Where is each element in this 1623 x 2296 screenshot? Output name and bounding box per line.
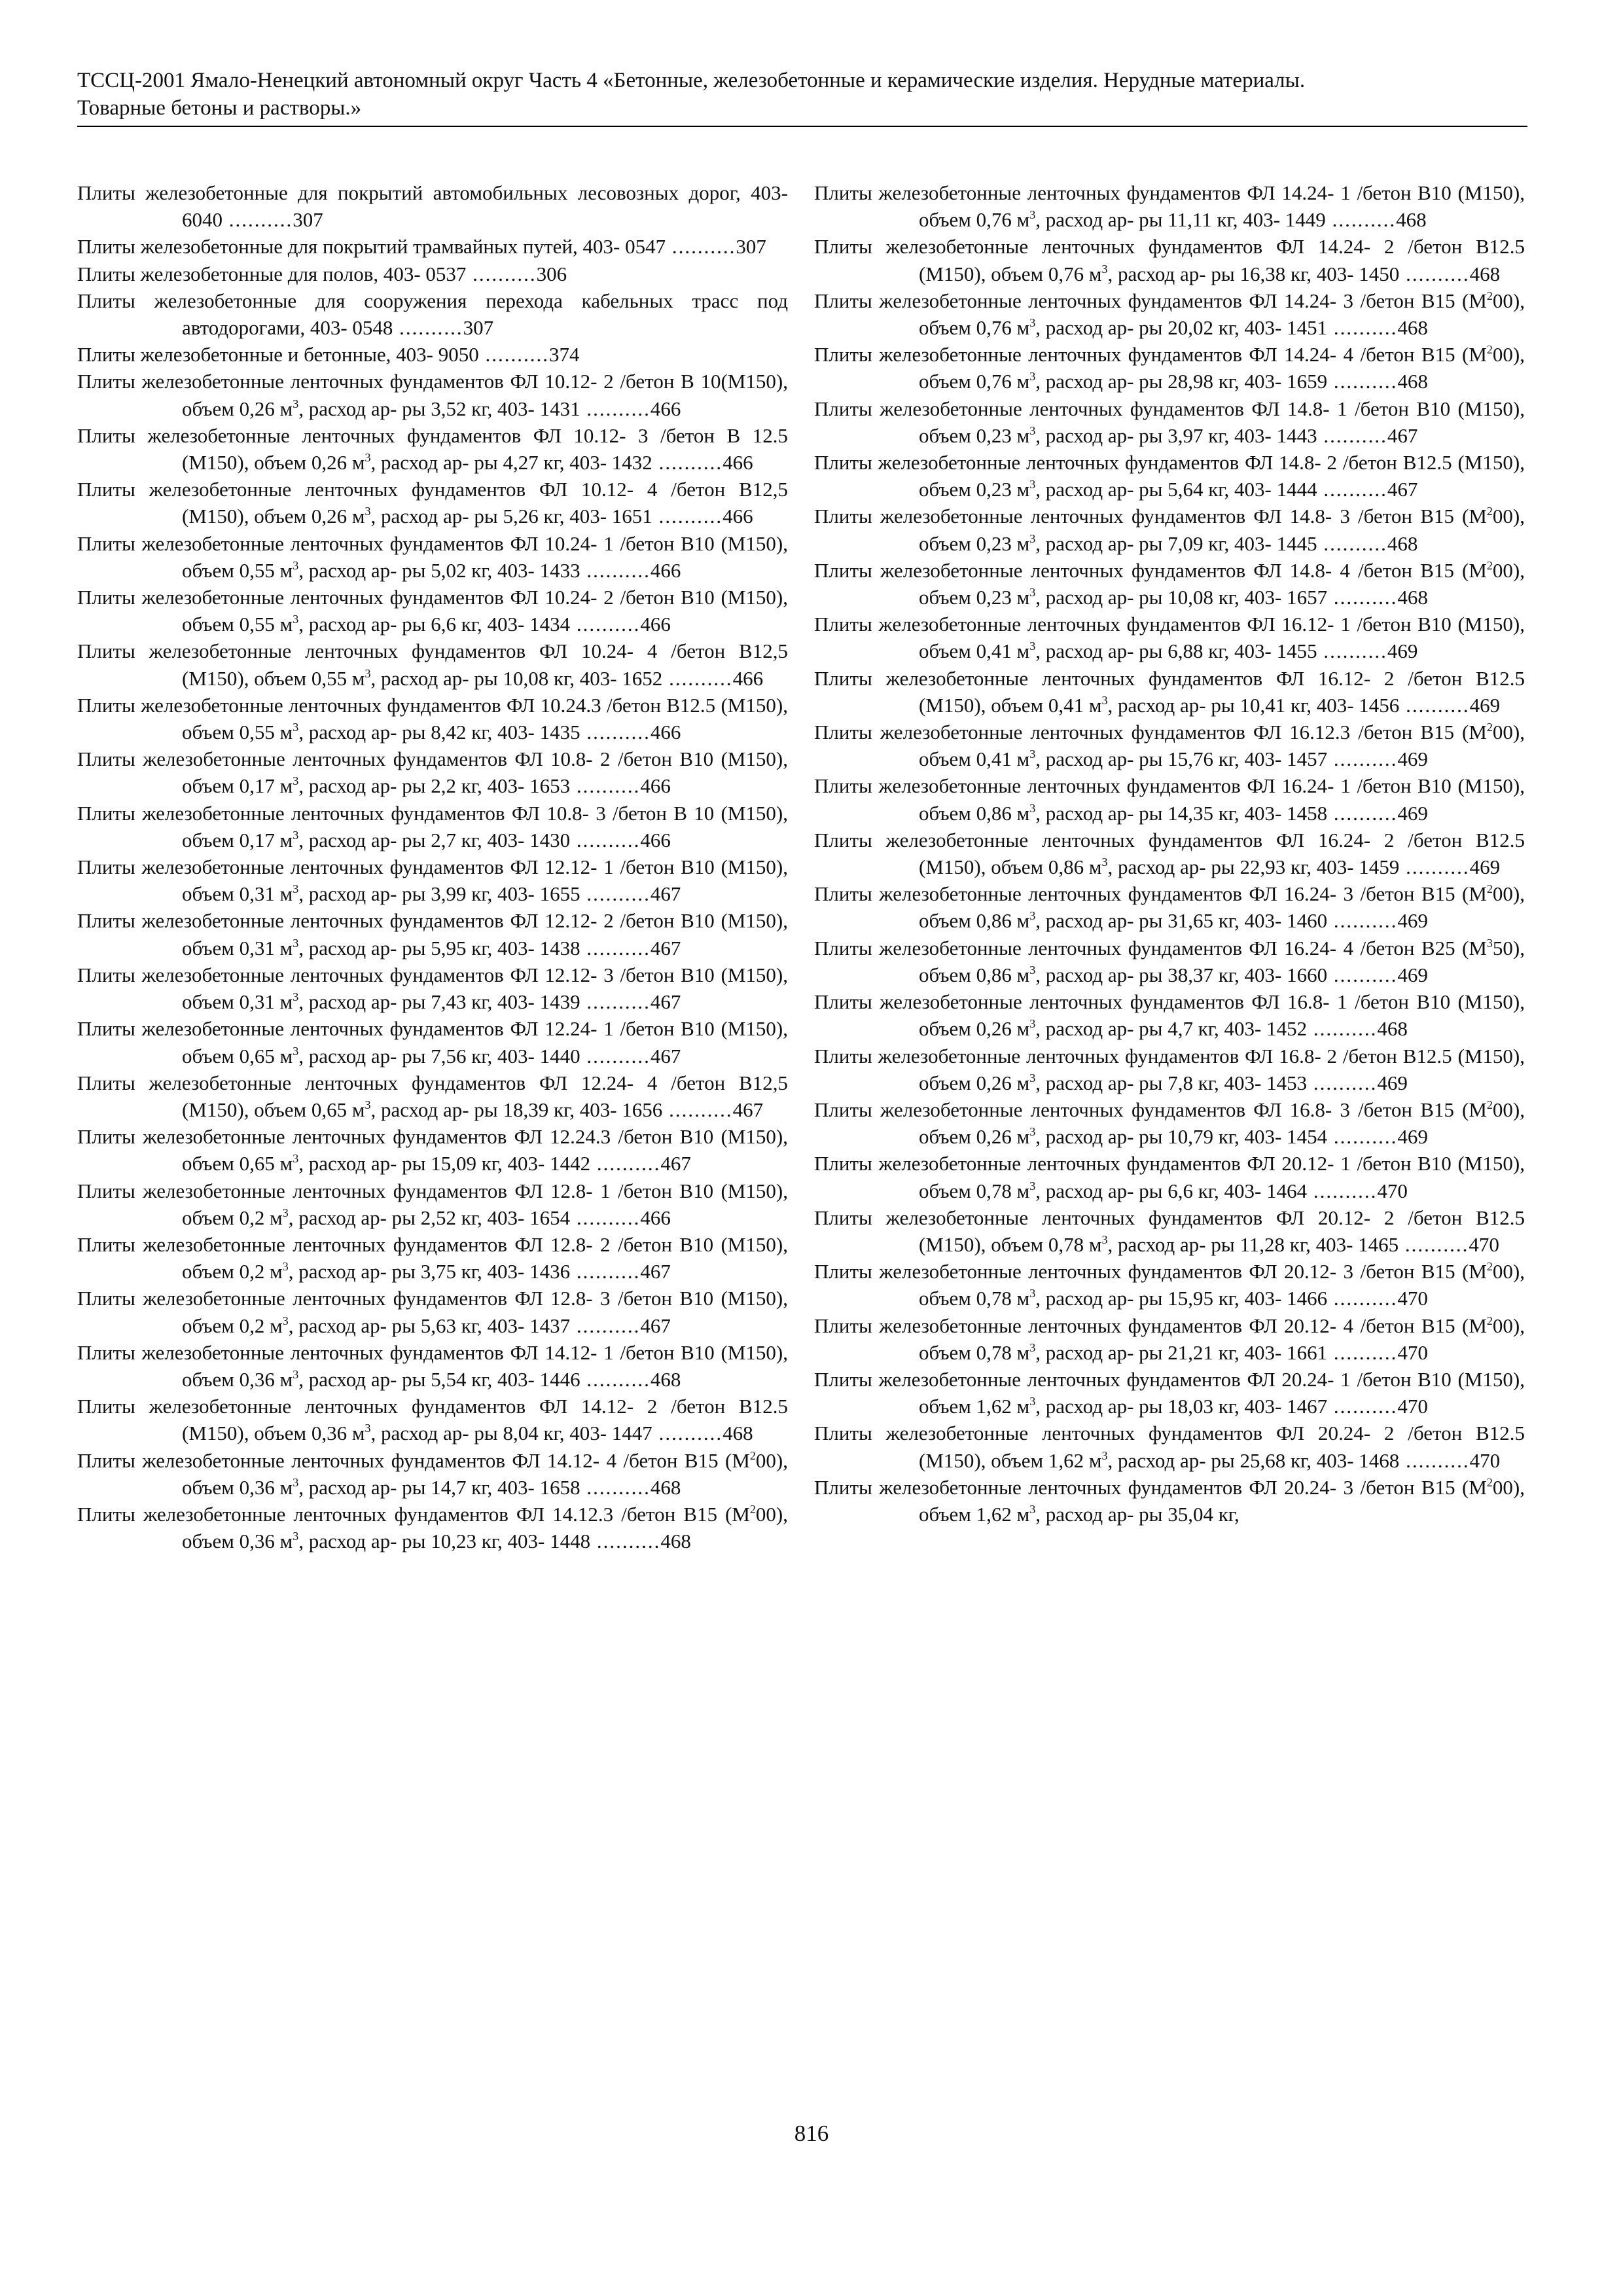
index-entry: Плиты железобетонные ленточных фундаментов ФЛ 12.24- 1 /бетон В10 (М150), объем 0,65 $м^3$, расход ар- ры 7,56 кг, 403- 1440 ..........467 [77, 1017, 788, 1067]
index-entry: Плиты железобетонные ленточных фундаментов ФЛ 14.12.3 /бетон В15 $(М^200)$, объем 0,36 $м^3$, расход ар- ры 10,23 кг, 403- 1448 ..........468 [77, 1502, 788, 1553]
header-line-1: ТССЦ-2001 Ямало-Ненецкий автономный округ Часть 4 «Бетонные, железобетонные и керамические изделия. Нерудные материалы. [77, 69, 1306, 92]
index-entry: Плиты железобетонные ленточных фундаментов ФЛ 10.12- 2 /бетон В 10(М150), объем 0,26 $м^3$, расход ар- ры 3,52 кг, 403- 1431 ..........466 [77, 370, 788, 420]
index-entry: Плиты железобетонные ленточных фундаментов ФЛ 10.24- 2 /бетон В10 (М150), объем 0,55 $м^3$, расход ар- ры 6,6 кг, 403- 1434 ..........466 [77, 586, 788, 636]
index-entry: Плиты железобетонные ленточных фундаментов ФЛ 16.8- 1 /бетон В10 (М150), объем 0,26 $м^3$, расход ар- ры 4,7 кг, 403- 1452 ..........468 [814, 990, 1525, 1041]
index-entry: Плиты железобетонные для сооружения перехода кабельных трасс под автодорогами, 403- 0548 ..........307 [77, 289, 788, 340]
index-entry: Плиты железобетонные ленточных фундаментов ФЛ 16.12- 1 /бетон В10 (М150), объем 0,41 $м^3$, расход ар- ры 6,88 кг, 403- 1455 ..........469 [814, 613, 1525, 663]
index-entry: Плиты железобетонные ленточных фундаментов ФЛ 12.12- 2 /бетон В10 (М150), объем 0,31 $м^3$, расход ар- ры 5,95 кг, 403- 1438 ..........467 [77, 909, 788, 960]
index-entry: Плиты железобетонные ленточных фундаментов ФЛ 14.24- 4 /бетон В15 $(М^200)$, объем 0,76 $м^3$, расход ар- ры 28,98 кг, 403- 1659 ..........468 [814, 343, 1525, 393]
entry-page-number: 307 [736, 235, 766, 259]
index-entry: Плиты железобетонные ленточных фундаментов ФЛ 16.24- 4 /бетон В25 $(М^350)$, объем 0,86 $м^3$, расход ар- ры 38,37 кг, 403- 1660 ..........469 [814, 936, 1525, 986]
entry-page-number: 467 [640, 1314, 671, 1337]
entry-page-number: 467 [650, 1044, 681, 1067]
entry-page-number: 466 [640, 613, 671, 636]
index-entry: Плиты железобетонные ленточных фундаментов ФЛ 20.24- 1 /бетон В10 (М150), объем 1,62 $м^3$, расход ар- ры 18,03 кг, 403- 1467 ..........470 [814, 1367, 1525, 1418]
index-entry: Плиты железобетонные ленточных фундаментов ФЛ 14.24- 2 /бетон В12.5 (М150), объем 0,76 $м^3$, расход ар- ры 16,38 кг, 403- 1450 ..........468 [814, 235, 1525, 285]
index-entry: Плиты железобетонные ленточных фундаментов ФЛ 14.12- 2 /бетон В12.5 (М150), объем 0,36 $м^3$, расход ар- ры 8,04 кг, 403- 1447 ..........468 [77, 1395, 788, 1445]
entry-page-number: 467 [640, 1260, 671, 1283]
index-entry: Плиты железобетонные ленточных фундаментов ФЛ 12.12- 3 /бетон В10 (М150), объем 0,31 $м^3$, расход ар- ры 7,43 кг, 403- 1439 ..........467 [77, 963, 788, 1014]
entry-page-number: 470 [1397, 1395, 1428, 1418]
entry-page-number: 307 [463, 316, 494, 340]
index-entry: Плиты железобетонные ленточных фундаментов ФЛ 14.24- 1 /бетон В10 (М150), объем 0,76 $м^3$, расход ар- ры 11,11 кг, 403- 1449 ..........468 [814, 181, 1525, 232]
index-column-left [77, 179, 788, 1554]
entry-page-number: 468 [650, 1367, 681, 1391]
entry-page-number: 466 [640, 828, 671, 852]
entry-page-number: 307 [293, 208, 323, 232]
index-entry: Плиты железобетонные для покрытий автомобильных лесовозных дорог, 403- 6040 ..........307 [77, 181, 788, 232]
entry-page-number: 469 [1469, 693, 1501, 717]
index-entry: Плиты железобетонные для полов, 403- 0537 ..........306 [77, 262, 567, 285]
entry-page-number: 468 [650, 1475, 681, 1499]
index-entry: Плиты железобетонные ленточных фундаментов ФЛ 10.24- 1 /бетон В10 (М150), объем 0,55 $м^3$, расход ар- ры 5,02 кг, 403- 1433 ..........466 [77, 531, 788, 582]
entry-page-number: 468 [1397, 370, 1428, 393]
entry-page-number: 467 [732, 1098, 764, 1121]
index-entry: Плиты железобетонные ленточных фундаментов ФЛ 10.8- 3 /бетон В 10 (М150), объем 0,17 $м^3$, расход ар- ры 2,7 кг, 403- 1430 ..........466 [77, 801, 788, 852]
page-number: 816 [794, 2121, 829, 2146]
index-entry: Плиты железобетонные ленточных фундаментов ФЛ 14.24- 3 /бетон В15 $(М^200)$, объем 0,76 $м^3$, расход ар- ры 20,02 кг, 403- 1451 ..........468 [814, 289, 1525, 340]
entry-page-number: 466 [650, 558, 681, 582]
index-entry: Плиты железобетонные ленточных фундаментов ФЛ 16.12.3 /бетон В15 $(М^200)$, объем 0,41 $м^3$, расход ар- ры 15,76 кг, 403- 1457 ..........469 [814, 721, 1525, 771]
entry-page-number: 469 [1377, 1071, 1408, 1094]
index-entry: Плиты железобетонные ленточных фундаментов ФЛ 20.24- 2 /бетон В12.5 (М150), объем 1,62 $м^3$, расход ар- ры 25,68 кг, 403- 1468 ..........470 [814, 1422, 1525, 1472]
index-entry: Плиты железобетонные ленточных фундаментов ФЛ 16.12- 2 /бетон В12.5 (М150), объем 0,41 $м^3$, расход ар- ры 10,41 кг, 403- 1456 ..........469 [814, 666, 1525, 717]
entry-page-number: 469 [1387, 639, 1418, 663]
index-entry: Плиты железобетонные ленточных фундаментов ФЛ 10.8- 2 /бетон В10 (М150), объем 0,17 $м^3$, расход ар- ры 2,2 кг, 403- 1653 ..........466 [77, 747, 788, 798]
entry-page-number: 467 [650, 882, 681, 906]
entry-page-number: 467 [650, 936, 681, 960]
entry-page-number: 470 [1377, 1179, 1408, 1202]
entry-page-number: 468 [660, 1530, 691, 1553]
entry-page-number: 374 [548, 343, 580, 367]
entry-page-number: 470 [1469, 1232, 1499, 1256]
index-entry: Плиты железобетонные ленточных фундаментов ФЛ 16.8- 2 /бетон В12.5 (М150), объем 0,26 $м^3$, расход ар- ры 7,8 кг, 403- 1453 ..........469 [814, 1044, 1525, 1094]
entry-page-number: 469 [1397, 1125, 1428, 1149]
index-entry: Плиты железобетонные ленточных фундаментов ФЛ 14.12- 1 /бетон В10 (М150), объем 0,36 $м^3$, расход ар- ры 5,54 кг, 403- 1446 ..........468 [77, 1340, 788, 1391]
entry-page-number: 468 [1397, 316, 1428, 340]
entry-page-number: 466 [722, 451, 753, 475]
entry-page-number: 469 [1397, 747, 1428, 771]
entry-page-number: 470 [1397, 1340, 1428, 1364]
index-entry: Плиты железобетонные ленточных фундаментов ФЛ 14.12- 4 /бетон В15 $(М^200)$, объем 0,36 $м^3$, расход ар- ры 14,7 кг, 403- 1658 ..........468 [77, 1448, 788, 1499]
entry-page-number: 468 [1397, 586, 1428, 609]
entry-page-number: 306 [536, 262, 567, 285]
entry-page-number: 469 [1469, 855, 1501, 879]
entry-page-number: 468 [1387, 531, 1418, 555]
index-entry: Плиты железобетонные ленточных фундаментов ФЛ 20.12- 1 /бетон В10 (М150), объем 0,78 $м^3$, расход ар- ры 6,6 кг, 403- 1464 ..........470 [814, 1152, 1525, 1202]
entry-page-number: 466 [732, 666, 764, 690]
header-line-2: Товарные бетоны и растворы.» [77, 96, 362, 120]
entry-page-number: 467 [660, 1152, 691, 1175]
index-entry: Плиты железобетонные ленточных фундаментов ФЛ 16.24- 3 /бетон В15 $(М^200)$, объем 0,86 $м^3$, расход ар- ры 31,65 кг, 403- 1460 ..........469 [814, 882, 1525, 933]
index-column-right [814, 179, 1525, 1528]
index-entry: Плиты железобетонные для покрытий трамвайных путей, 403- 0547 ..........307 [77, 235, 766, 259]
entry-page-number: 466 [650, 721, 681, 744]
index-entry: Плиты железобетонные ленточных фундаментов ФЛ 16.24- 1 /бетон В10 (М150), объем 0,86 $м^3$, расход ар- ры 14,35 кг, 403- 1458 ..........469 [814, 774, 1525, 825]
entry-page-number: 466 [722, 505, 753, 528]
index-entry: Плиты железобетонные ленточных фундаментов ФЛ 14.8- 1 /бетон В10 (М150), объем 0,23 $м^3$, расход ар- ры 3,97 кг, 403- 1443 ..........467 [814, 397, 1525, 447]
page-header [77, 67, 1527, 127]
entry-page-number: 469 [1397, 963, 1428, 986]
index-entry: Плиты железобетонные ленточных фундаментов ФЛ 20.24- 3 /бетон В15 $(М^200)$, объем 1,62 $м^3$, расход ар- ры 35,04 кг, [814, 1475, 1525, 1526]
index-entry: Плиты железобетонные ленточных фундаментов ФЛ 10.24- 4 /бетон В12,5 (М150), объем 0,55 $м^3$, расход ар- ры 10,08 кг, 403- 1652 ..........466 [77, 639, 788, 690]
entry-page-number: 469 [1397, 801, 1428, 825]
index-entry: Плиты железобетонные и бетонные, 403- 9050 ..........374 [77, 343, 580, 367]
index-entry: Плиты железобетонные ленточных фундаментов ФЛ 20.12- 4 /бетон В15 $(М^200)$, объем 0,78 $м^3$, расход ар- ры 21,21 кг, 403- 1661 ..........470 [814, 1314, 1525, 1364]
entry-page-number: 467 [1387, 478, 1418, 501]
entry-page-number: 468 [1396, 208, 1427, 232]
index-entry: Плиты железобетонные ленточных фундаментов ФЛ 12.8- 2 /бетон В10 (М150), объем 0,2 $м^3$, расход ар- ры 3,75 кг, 403- 1436 ..........467 [77, 1232, 788, 1283]
index-entry: Плиты железобетонные ленточных фундаментов ФЛ 14.8- 2 /бетон В12.5 (М150), объем 0,23 $м^3$, расход ар- ры 5,64 кг, 403- 1444 ..........467 [814, 451, 1525, 501]
index-entry: Плиты железобетонные ленточных фундаментов ФЛ 14.8- 3 /бетон В15 $(М^200)$, объем 0,23 $м^3$, расход ар- ры 7,09 кг, 403- 1445 ..........468 [814, 505, 1525, 555]
entry-page-number: 467 [650, 990, 681, 1014]
index-entry: Плиты железобетонные ленточных фундаментов ФЛ 10.24.3 /бетон В12.5 (М150), объем 0,55 $м^3$, расход ар- ры 8,42 кг, 403- 1435 ..........466 [77, 693, 788, 744]
index-entry: Плиты железобетонные ленточных фундаментов ФЛ 10.12- 3 /бетон В 12.5 (М150), объем 0,26 $м^3$, расход ар- ры 4,27 кг, 403- 1432 ..........466 [77, 423, 788, 475]
entry-page-number: 466 [640, 1206, 671, 1229]
index-entry: Плиты железобетонные ленточных фундаментов ФЛ 12.24- 4 /бетон В12,5 (М150), объем 0,65 $м^3$, расход ар- ры 18,39 кг, 403- 1656 ..........467 [77, 1071, 788, 1121]
index-entry: Плиты железобетонные ленточных фундаментов ФЛ 12.8- 3 /бетон В10 (М150), объем 0,2 $м^3$, расход ар- ры 5,63 кг, 403- 1437 ..........467 [77, 1287, 788, 1337]
index-entry: Плиты железобетонные ленточных фундаментов ФЛ 20.12- 2 /бетон В12.5 (М150), объем 0,78 $м^3$, расход ар- ры 11,28 кг, 403- 1465 ..........470 [814, 1206, 1525, 1256]
index-entry: Плиты железобетонные ленточных фундаментов ФЛ 10.12- 4 /бетон В12,5 (М150), объем 0,26 $м^3$, расход ар- ры 5,26 кг, 403- 1651 ..........466 [77, 478, 788, 528]
index-entry: Плиты железобетонные ленточных фундаментов ФЛ 12.12- 1 /бетон В10 (М150), объем 0,31 $м^3$, расход ар- ры 3,99 кг, 403- 1655 ..........467 [77, 855, 788, 906]
index-entry: Плиты железобетонные ленточных фундаментов ФЛ 12.24.3 /бетон В10 (М150), объем 0,65 $м^3$, расход ар- ры 15,09 кг, 403- 1442 ..........467 [77, 1125, 788, 1175]
index-entry: Плиты железобетонные ленточных фундаментов ФЛ 12.8- 1 /бетон В10 (М150), объем 0,2 $м^3$, расход ар- ры 2,52 кг, 403- 1654 ..........466 [77, 1179, 788, 1229]
entry-page-number: 469 [1397, 909, 1428, 933]
index-entry: Плиты железобетонные ленточных фундаментов ФЛ 20.12- 3 /бетон В15 $(М^200)$, объем 0,78 $м^3$, расход ар- ры 15,95 кг, 403- 1466 ..........470 [814, 1260, 1525, 1310]
index-entry: Плиты железобетонные ленточных фундаментов ФЛ 14.8- 4 /бетон В15 $(М^200)$, объем 0,23 $м^3$, расход ар- ры 10,08 кг, 403- 1657 ..........468 [814, 558, 1525, 609]
entry-page-number: 466 [650, 397, 681, 420]
entry-page-number: 468 [1377, 1017, 1408, 1041]
entry-page-number: 468 [1469, 262, 1501, 285]
index-entry: Плиты железобетонные ленточных фундаментов ФЛ 16.8- 3 /бетон В15 $(М^200)$, объем 0,26 $м^3$, расход ар- ры 10,79 кг, 403- 1454 ..........469 [814, 1098, 1525, 1149]
index-entry: Плиты железобетонные ленточных фундаментов ФЛ 16.24- 2 /бетон В12.5 (М150), объем 0,86 $м^3$, расход ар- ры 22,93 кг, 403- 1459 ..........469 [814, 828, 1525, 879]
entry-page-number: 467 [1387, 423, 1418, 447]
entry-page-number: 466 [640, 774, 671, 798]
entry-page-number: 470 [1397, 1287, 1428, 1310]
entry-page-number: 468 [722, 1422, 753, 1445]
entry-page-number: 470 [1469, 1448, 1501, 1472]
